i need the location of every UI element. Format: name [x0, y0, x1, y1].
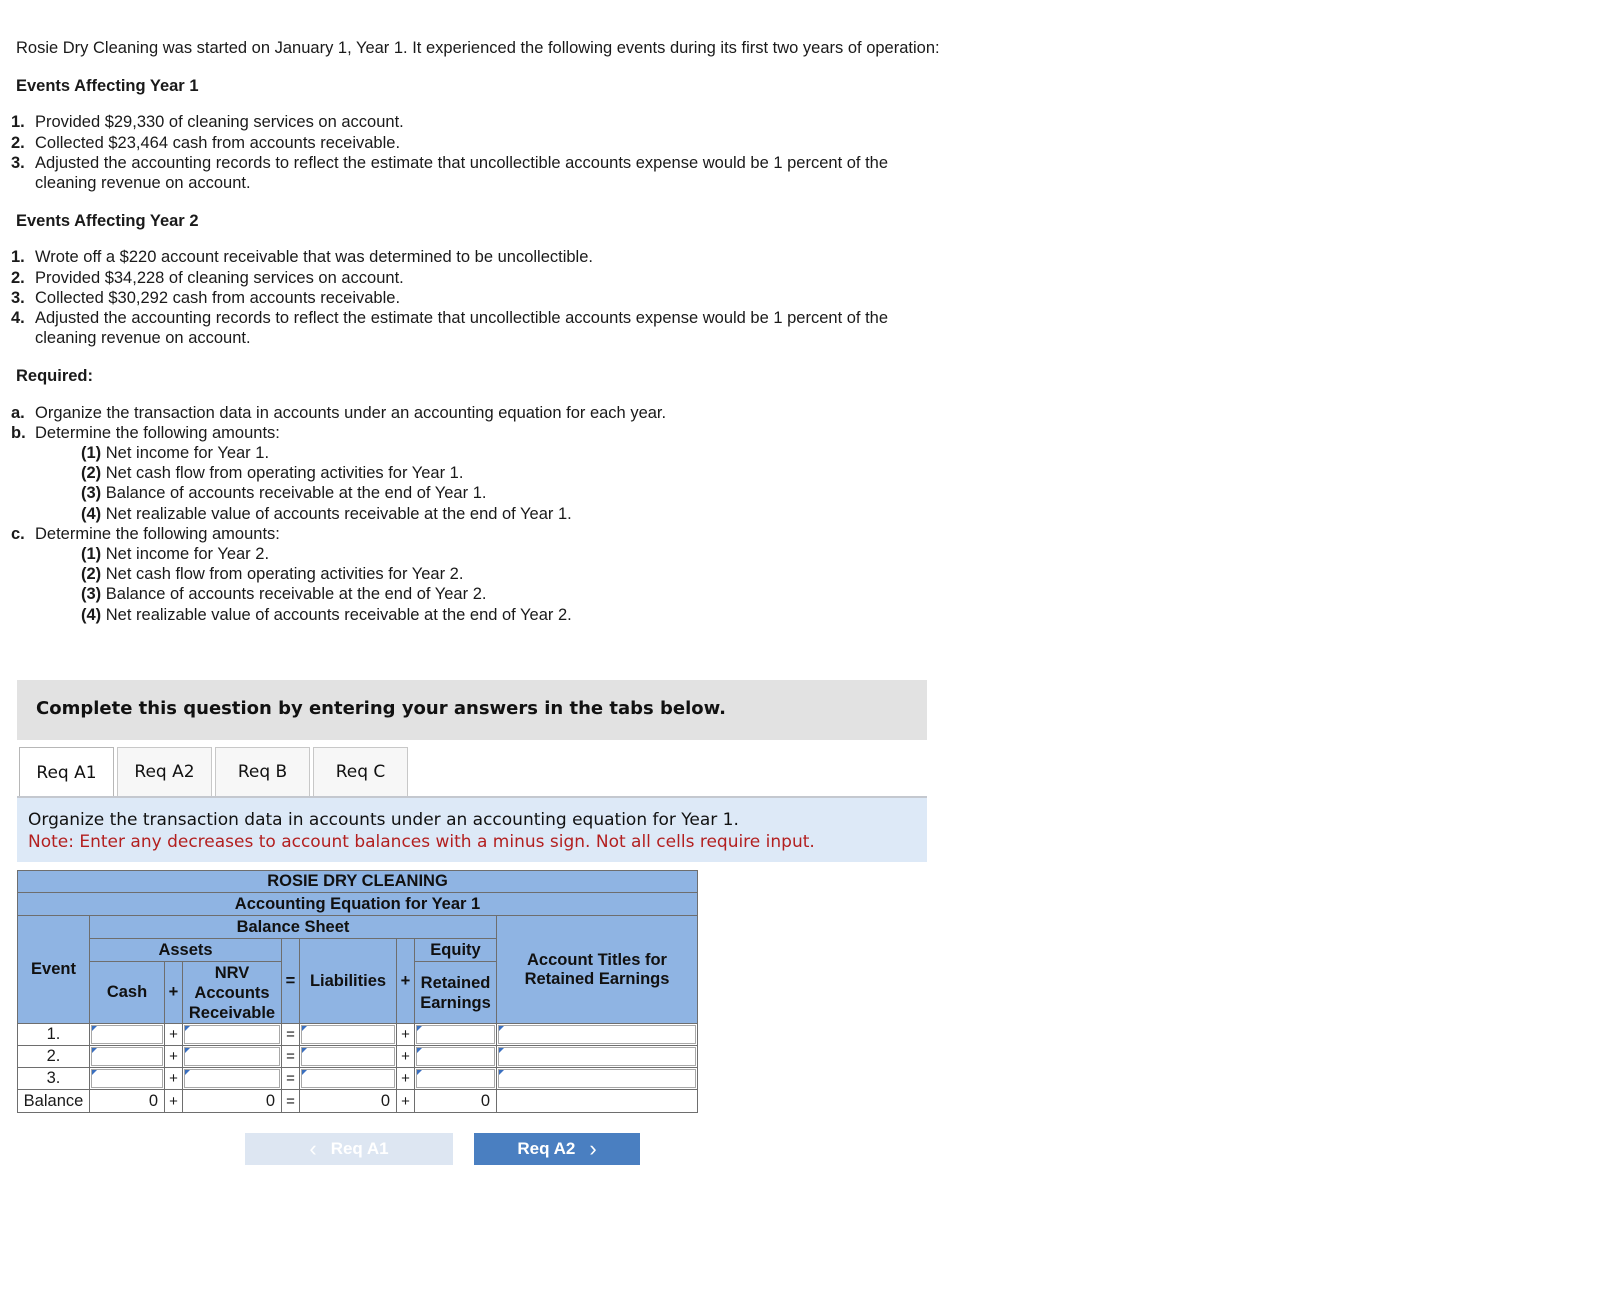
sub-text: Balance of accounts receivable at the end of Year 1. — [105, 484, 487, 503]
list-item — [11, 133, 946, 153]
chevron-left-icon: ‹ — [309, 1136, 317, 1161]
liabilities-input[interactable] — [300, 1068, 397, 1090]
equals-op-header: = — [282, 939, 300, 1024]
instructions-text: Organize the transaction data in accounts under an accounting equation for Year 1. — [28, 810, 739, 830]
nrv-header: NRV Accounts Receivable — [183, 962, 282, 1024]
problem-intro: Rosie Dry Cleaning was started on January 1, Year 1. It experienced the following events during its first two years of operation: — [16, 39, 940, 57]
list-item — [57, 463, 946, 483]
sub-number: (3) — [81, 484, 102, 503]
list-item — [11, 153, 946, 193]
req-b-items — [35, 443, 946, 524]
req-text: Determine the following amounts: — [35, 423, 280, 442]
tab-req-a2[interactable]: Req A2 — [117, 747, 212, 797]
event-label: 2. — [18, 1046, 90, 1068]
sub-number: (4) — [81, 504, 102, 523]
plus-op-header: + — [165, 962, 183, 1024]
retained-earnings-input[interactable] — [415, 1068, 497, 1090]
balance-label: Balance — [18, 1090, 90, 1113]
sub-text: Net income for Year 2. — [105, 545, 270, 564]
instructions-panel — [17, 798, 927, 862]
retained-earnings-input[interactable] — [415, 1024, 497, 1046]
liabilities-input[interactable] — [300, 1024, 397, 1046]
retained-earnings-header: Retained Earnings — [415, 962, 497, 1024]
sub-number: (4) — [81, 605, 102, 624]
nrv-input[interactable] — [183, 1068, 282, 1090]
list-item — [11, 288, 946, 308]
event-number: 1. — [11, 113, 25, 132]
equals-op: = — [282, 1090, 300, 1113]
cash-balance: 0 — [90, 1090, 165, 1113]
tab-req-c[interactable]: Req C — [313, 747, 408, 797]
req-tabs — [19, 747, 411, 797]
req-letter: a. — [11, 403, 25, 422]
plus-op: + — [165, 1046, 183, 1068]
event-number: 3. — [11, 288, 25, 307]
event-header: Event — [18, 916, 90, 1024]
plus-op: + — [397, 1090, 415, 1113]
equals-op: = — [282, 1024, 300, 1046]
sub-text: Net realizable value of accounts receivable at the end of Year 2. — [105, 605, 572, 624]
table-row — [18, 1024, 698, 1046]
year1-heading: Events Affecting Year 1 — [16, 77, 199, 96]
list-item — [11, 308, 946, 348]
sub-text: Net cash flow from operating activities for Year 1. — [105, 464, 464, 483]
account-title-blank — [497, 1090, 698, 1113]
nrv-input[interactable] — [183, 1046, 282, 1068]
sub-text: Net cash flow from operating activities for Year 2. — [105, 565, 464, 584]
plus-op: + — [165, 1090, 183, 1113]
plus-op: + — [165, 1024, 183, 1046]
liabilities-balance: 0 — [300, 1090, 397, 1113]
table-row — [18, 1068, 698, 1090]
list-item — [11, 268, 946, 288]
event-text: Provided $29,330 of cleaning services on account. — [35, 113, 404, 132]
balance-row — [18, 1090, 698, 1113]
event-label: 3. — [18, 1068, 90, 1090]
complete-banner-text: Complete this question by entering your answers in the tabs below. — [36, 698, 726, 719]
year2-heading: Events Affecting Year 2 — [16, 212, 199, 231]
cash-header: Cash — [90, 962, 165, 1024]
list-item — [57, 564, 946, 584]
nrv-balance: 0 — [183, 1090, 282, 1113]
tab-req-b[interactable]: Req B — [215, 747, 310, 797]
liabilities-input[interactable] — [300, 1046, 397, 1068]
list-item — [57, 504, 946, 524]
year1-events — [11, 112, 946, 193]
assets-header: Assets — [90, 939, 282, 962]
complete-banner — [17, 680, 927, 740]
req-c-items — [35, 544, 946, 625]
event-text: Adjusted the accounting records to reflect the estimate that uncollectible accounts expense would be 1 percent of the cleaning revenue on account. — [35, 309, 889, 348]
req-text: Determine the following amounts: — [35, 524, 280, 543]
equals-op: = — [282, 1068, 300, 1090]
account-title-select[interactable] — [497, 1046, 698, 1068]
req-letter: c. — [11, 524, 25, 543]
instructions-note: Note: Enter any decreases to account balances with a minus sign. Not all cells require input. — [28, 832, 815, 852]
event-text: Adjusted the accounting records to reflect the estimate that uncollectible accounts expense would be 1 percent of the cleaning revenue on account. — [35, 153, 889, 193]
plus-op: + — [397, 1024, 415, 1046]
event-number: 4. — [11, 309, 25, 328]
sub-number: (2) — [81, 565, 102, 584]
retained-earnings-input[interactable] — [415, 1046, 497, 1068]
list-item — [57, 483, 946, 503]
list-item — [11, 247, 946, 267]
list-item — [57, 584, 946, 604]
company-name: ROSIE DRY CLEANING — [18, 871, 698, 893]
event-label: 1. — [18, 1024, 90, 1046]
plus-op: + — [165, 1068, 183, 1090]
plus-op-header: + — [397, 939, 415, 1024]
liabilities-header: Liabilities — [300, 939, 397, 1024]
required-heading: Required: — [16, 367, 94, 386]
event-number: 1. — [11, 248, 25, 267]
sub-text: Net realizable value of accounts receivable at the end of Year 1. — [105, 504, 572, 523]
next-button-label: Req A2 — [517, 1139, 576, 1158]
plus-op: + — [397, 1068, 415, 1090]
required-list — [11, 403, 946, 625]
tab-req-a1[interactable]: Req A1 — [19, 747, 114, 798]
req-text: Organize the transaction data in accounts under an accounting equation for each year. — [35, 403, 667, 422]
account-title-select[interactable] — [497, 1068, 698, 1090]
account-titles-header: Account Titles for Retained Earnings — [497, 916, 698, 1024]
list-item — [11, 423, 946, 524]
event-number: 2. — [11, 133, 25, 152]
event-text: Provided $34,228 of cleaning services on account. — [35, 268, 404, 287]
sub-number: (3) — [81, 585, 102, 604]
cash-input[interactable] — [90, 1024, 165, 1046]
list-item — [57, 605, 946, 625]
year2-events — [11, 247, 946, 348]
sub-text: Balance of accounts receivable at the end of Year 2. — [105, 585, 487, 604]
prev-button[interactable] — [245, 1133, 453, 1165]
prev-button-label: Req A1 — [330, 1139, 389, 1158]
equals-op: = — [282, 1046, 300, 1068]
cash-input[interactable] — [90, 1046, 165, 1068]
table-row — [18, 1046, 698, 1068]
cash-input[interactable] — [90, 1068, 165, 1090]
list-item — [11, 403, 946, 423]
list-item — [11, 524, 946, 625]
list-item — [57, 443, 946, 463]
list-item — [57, 544, 946, 564]
problem-statement — [11, 38, 946, 625]
sub-number: (1) — [81, 444, 102, 463]
next-button[interactable] — [474, 1133, 640, 1165]
event-number: 3. — [11, 153, 25, 172]
sub-number: (1) — [81, 545, 102, 564]
plus-op: + — [397, 1046, 415, 1068]
list-item — [11, 112, 946, 132]
sub-number: (2) — [81, 464, 102, 483]
nrv-input[interactable] — [183, 1024, 282, 1046]
accounting-equation-table — [17, 870, 698, 1113]
table-subtitle: Accounting Equation for Year 1 — [18, 893, 698, 916]
equity-header: Equity — [415, 939, 497, 962]
account-title-select[interactable] — [497, 1024, 698, 1046]
event-number: 2. — [11, 268, 25, 287]
event-text: Collected $30,292 cash from accounts receivable. — [35, 288, 401, 307]
retained-earnings-balance: 0 — [415, 1090, 497, 1113]
event-text: Wrote off a $220 account receivable that was determined to be uncollectible. — [35, 248, 593, 267]
chevron-right-icon: › — [589, 1136, 597, 1161]
sub-text: Net income for Year 1. — [105, 444, 270, 463]
balance-sheet-header: Balance Sheet — [90, 916, 497, 939]
req-letter: b. — [11, 423, 26, 442]
event-text: Collected $23,464 cash from accounts receivable. — [35, 133, 401, 152]
